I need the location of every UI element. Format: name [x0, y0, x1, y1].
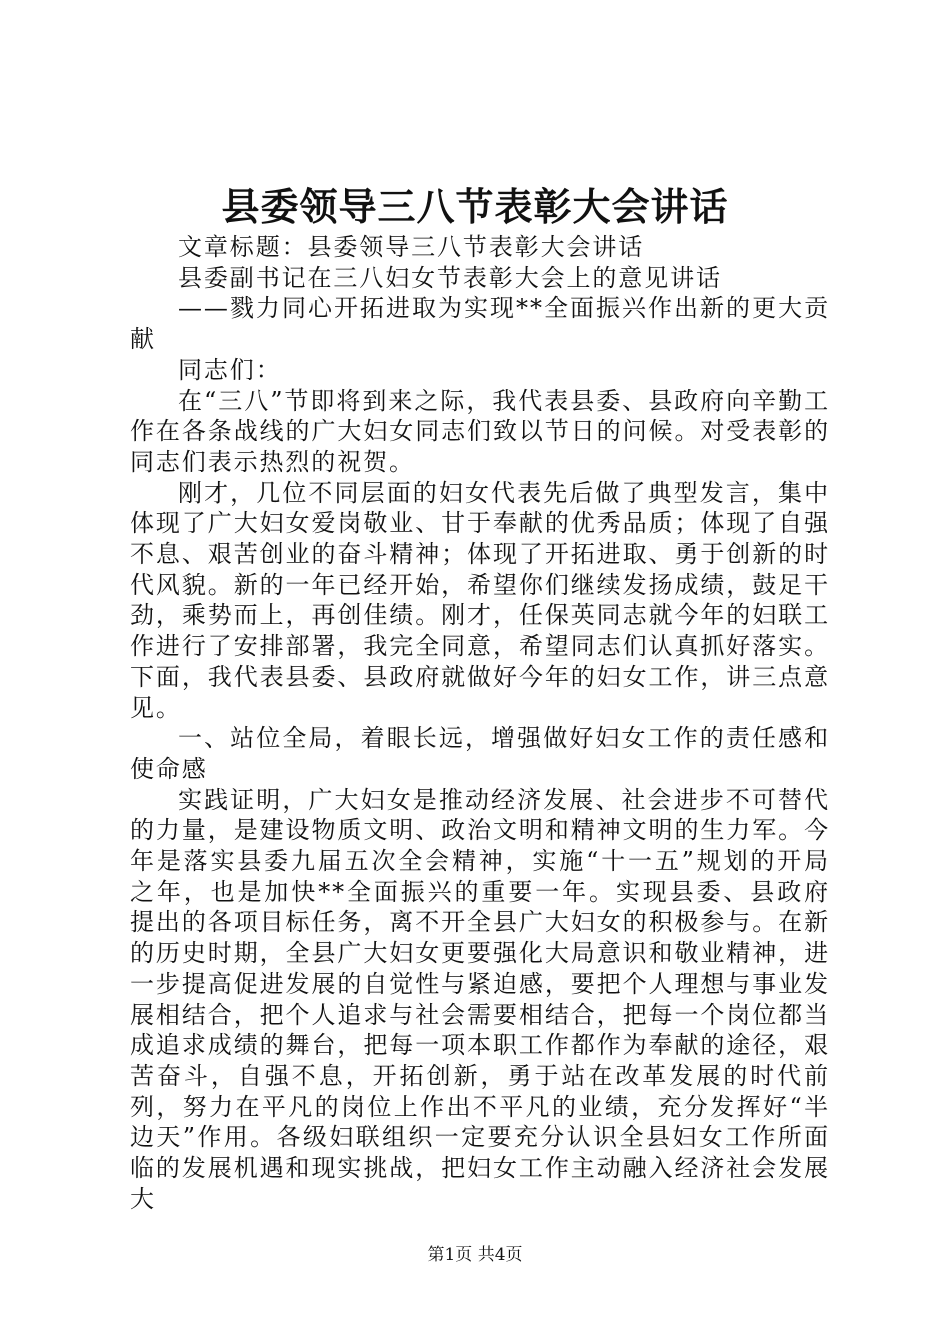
- document-body: [130, 232, 830, 1215]
- article-title-line: 文章标题：县委领导三八节表彰大会讲话: [178, 233, 645, 261]
- page-number-footer: 第1页 共4页: [427, 1245, 523, 1265]
- speech-subtitle: ——戮力同心开拓进取为实现**全面振兴作出新的更大贡献: [130, 294, 830, 354]
- speech-heading: 县委副书记在三八妇女节表彰大会上的意见讲话: [178, 263, 722, 292]
- section-heading: 一、站位全局，着眼长远，增强做好妇女工作的责任感和使命感: [130, 724, 830, 783]
- body-paragraph: 实践证明，广大妇女是推动经济发展、社会进步不可替代的力量，是建设物质文明、政治文明和精神文明的生力军。今年是落实县委九届五次全会精神，实施“十一五”规划的开局之年，也是加快**全面振兴的重要一年。实现县委、县政府提出的各项目标任务，离不开全县广大妇女的积极参与。在新的历史时期，全县广大妇女更要强化大局意识和敬业精神，进一步提高促进发展的自觉性与紧迫感，要把个人理想与事业发展相结合，把个人追求与社会需要相结合，把每一个岗位都当成追求成绩的舞台，把每一项本职工作都作为奉献的途径，艰苦奋斗，自强不息，开拓创新，勇于站在改革发展的时代前列，努力在平凡的岗位上作出不平凡的业绩，充分发挥好“半边天”作用。各级妇联组织一定要充分认识全县妇女工作所面临的发展机遇和现实挑战，把妇女工作主动融入经济社会发展大: [130, 785, 830, 1213]
- body-paragraph: 刚才，几位不同层面的妇女代表先后做了典型发言，集中体现了广大妇女爱岗敬业、甘于奉献的优秀品质；体现了自强不息、艰苦创业的奋斗精神；体现了开拓进取、勇于创新的时代风貌。新的一年已经开始，希望你们继续发扬成绩，鼓足干劲，乘势而上，再创佳绩。刚才，任保英同志就今年的妇联工作进行了安排部署，我完全同意，希望同志们认真抓好落实。下面，我代表县委、县政府就做好今年的妇女工作，讲三点意见。: [130, 478, 830, 722]
- body-paragraph: 在“三八”节即将到来之际，我代表县委、县政府向辛勤工作在各条战线的广大妇女同志们致以节日的问候。对受表彰的同志们表示热烈的祝贺。: [130, 386, 830, 476]
- salutation: 同志们：: [178, 355, 282, 384]
- document-title: 县委领导三八节表彰大会讲话: [221, 184, 729, 229]
